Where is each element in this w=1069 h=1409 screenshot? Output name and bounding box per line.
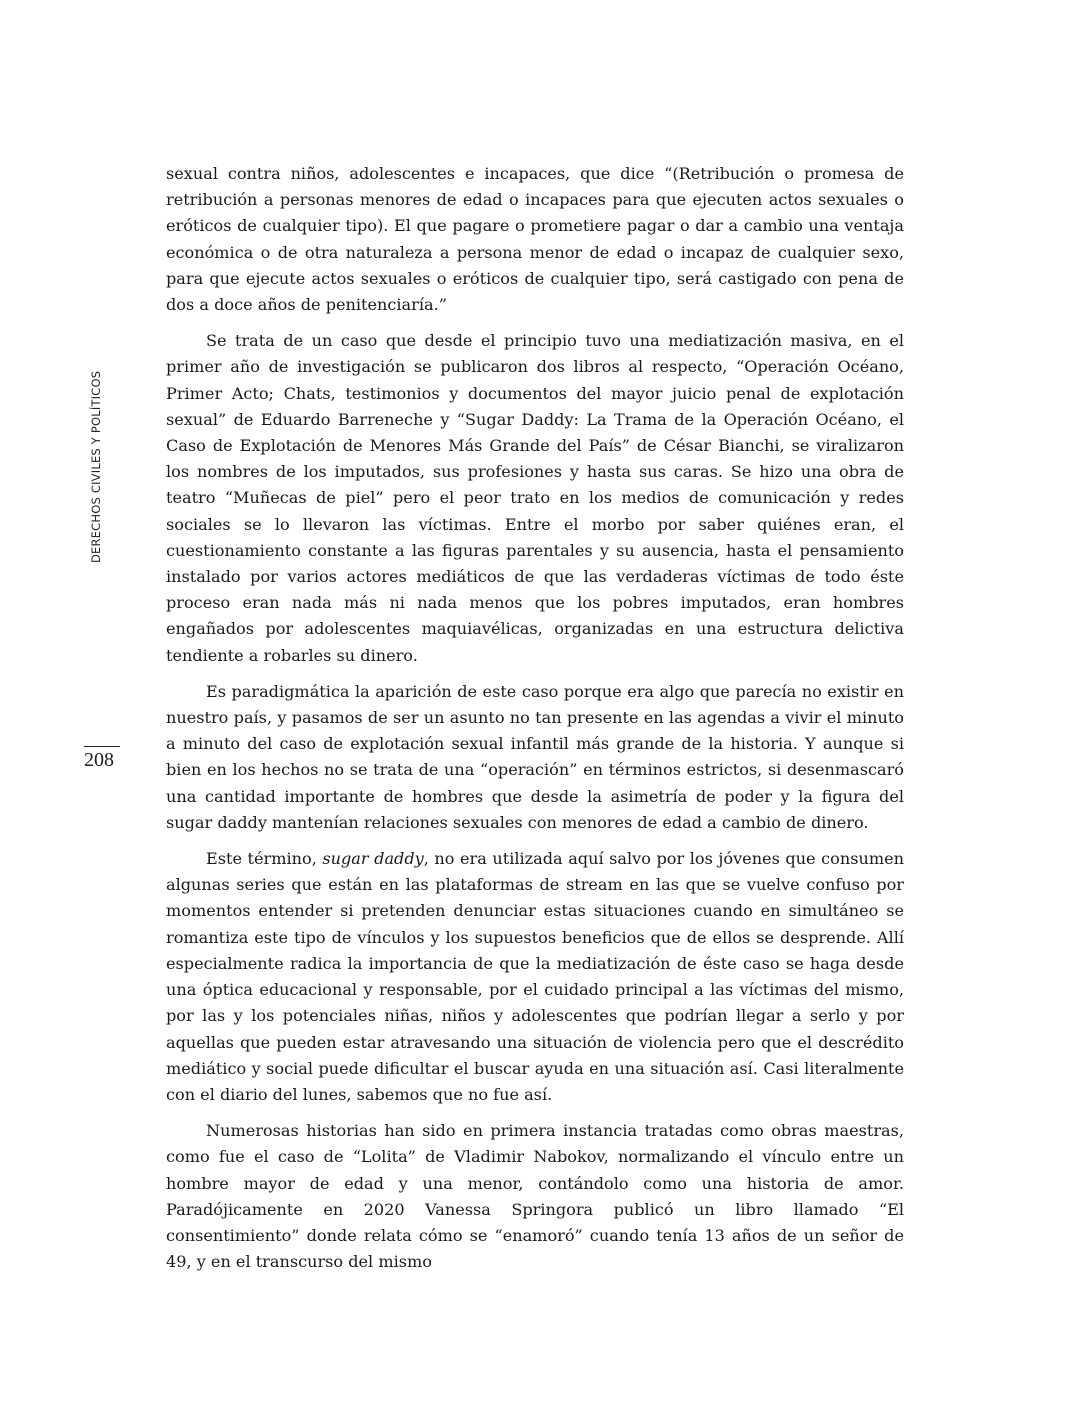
paragraph-4: [166, 846, 904, 1108]
paragraph-2: Se trata de un caso que desde el principio tuvo una mediatización masiva, en el primer año de investigación se publicaron dos libros al respecto, “Operación Océano, Primer Acto; Chats, testimonios y documentos del mayor juicio penal de explotación sexual” de Eduardo Barreneche y “Sugar Daddy: La Trama de la Operación Océano, el Caso de Explotación de Menores Más Grande del País” de César Bianchi, se viralizaron los nombres de los imputados, sus profesiones y hasta sus caras. Se hizo una obra de teatro “Muñecas de piel” pero el peor trato en los medios de comunicación y redes sociales se lo llevaron las víctimas. Entre el morbo por saber quiénes eran, el cuestionamiento constante a las figuras parentales y su ausencia, hasta el pensamiento instalado por varios actores mediáticos de que las verdaderas víctimas de todo éste proceso eran nada más ni nada menos que los pobres imputados, eran hombres engañados por adolescentes maquiavélicas, organizadas en una estructura delictiva tendiente a robarles su dinero.: [166, 331, 904, 665]
paragraph-4-rest: , no era utilizada aquí salvo por los jóvenes que consumen algunas series que están en las plataformas de stream en las que se vuelve confuso por momentos entender si pretenden denunciar estas situaciones cuando en simultáneo se romantiza este tipo de vínculos y los supuestos beneficios que de ellos se desprende. Allí especialmente radica la importancia de que la mediatización de éste caso se haga desde una óptica educacional y responsable, por el cuidado principal a las víctimas del mismo, por las y los potenciales niñas, niños y adolescentes que podrían llegar a serlo y por aquellas que pueden estar atravesando una situación de violencia pero que el descrédito mediático y social puede dificultar el buscar ayuda en una situación así. Casi literalmente con el diario del lunes, sabemos que no fue así.: [166, 849, 904, 1104]
page-number: 208: [84, 749, 114, 771]
paragraph-3: Es paradigmática la aparición de este caso porque era algo que parecía no existir en nuestro país, y pasamos de ser un asunto no tan presente en las agendas a vivir el minuto a minuto del caso de explotación sexual infantil más grande de la historia. Y aunque si bien en los hechos no se trata de una “operación” en términos estrictos, si desenmascaró una cantidad importante de hombres que desde la asimetría de poder y la figura del sugar daddy mantenían relaciones sexuales con menores de edad a cambio de dinero.: [166, 681, 904, 832]
paragraph-4-lead: Este término,: [206, 849, 323, 869]
paragraph-1: sexual contra niños, adolescentes e incapaces, que dice “(Retribución o promesa de retribución a personas menores de edad o incapaces para que ejecuten actos sexuales o eróticos de cualquier tipo). El que pagare o prometiere pagar o dar a cambio una ventaja económica o de otra naturaleza a persona menor de edad o incapaz de cualquier sexo, para que ejecute actos sexuales o eróticos de cualquier tipo, será castigado con pena de dos a doce años de penitenciaría.”: [166, 164, 904, 315]
running-header: DERECHOS CIVILES Y POLÍTICOS: [89, 370, 103, 564]
paragraph-5: Numerosas historias han sido en primera instancia tratadas como obras maestras, como fue el caso de “Lolita” de Vladimir Nabokov, normalizando el vínculo entre un hombre mayor de edad y una menor, contándolo como una historia de amor. Paradójicamente en 2020 Vanessa Springora publicó un libro llamado “El consentimiento” donde relata cómo se “enamoró” cuando tenía 13 años de un señor de 49, y en el transcurso del mismo: [166, 1121, 904, 1272]
page-number-rule: [84, 746, 120, 747]
body-text: [166, 161, 904, 1285]
paragraph-4-italic-term: sugar daddy: [322, 849, 424, 869]
